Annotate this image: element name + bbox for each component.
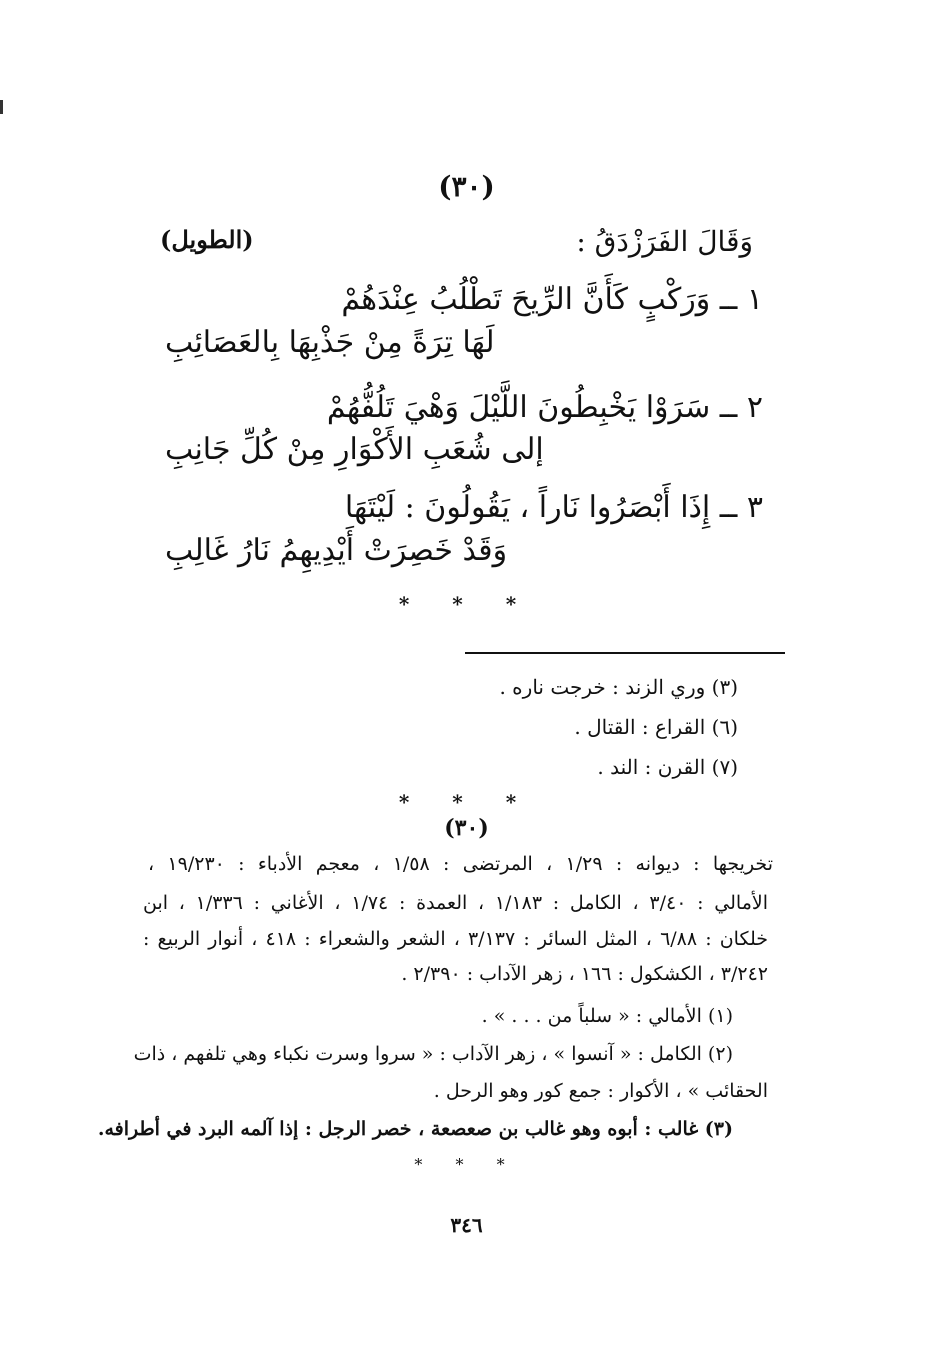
takhrij-line: ٣/٢٤٢ ، الكشكول : ١٦٦ ، زهر الآداب : ٢/٣٩٠ .	[401, 963, 768, 985]
poem-number: (٣٠)	[438, 170, 495, 203]
poem-meter: (الطويل)	[160, 225, 254, 254]
verse-3-second-hemistich: وَقَدْ خَصِرَتْ أَيْدِيهِمُ نَارُ غَالِبِ	[165, 533, 508, 568]
verse-2-first-hemistich: ٢ ــ سَرَوْا يَخْبِطُونَ اللَّيْلَ وَهْيَ تَلُفُّهُمْ	[326, 390, 763, 425]
prev-footnote: (٣) وري الزند : خرجت ناره .	[499, 675, 738, 699]
page-number: ٣٤٦	[450, 1213, 483, 1237]
verse-1-second-hemistich: لَهَا تِرَةً مِنْ جَذْبِهَا بِالعَصَائِبِ	[165, 325, 495, 360]
prev-footnote: (٦) القراع : القتال .	[574, 715, 738, 739]
takhrij-line: تخريجها : ديوانه : ١/٢٩ ، المرتضى : ١/٥٨ ، معجم الأدباء : ١٩/٢٣٠ ،	[148, 853, 773, 875]
notes-separator-stars: * * *	[398, 790, 535, 814]
note-3: (٣) غالب : أبوه وهو غالب بن صعصعة ، خصر الرجل : إذا آلمه البرد في أطرافه.	[97, 1118, 733, 1140]
poem-intro: وَقَالَ الفَرَزْدَقُ :	[576, 225, 753, 258]
note-2: (٢) الكامل : « آنسوا » ، زهر الآداب : « سروا وسرت نكباء وهي تلفهم ، ذات	[133, 1043, 733, 1065]
verse-1-first-hemistich: ١ ــ وَرَكْبٍ كَأَنَّ الرِّيحَ تَطْلُبُ عِنْدَهُمْ	[341, 282, 763, 317]
takhrij-line: الأمالي : ٣/٤٠ ، الكامل : ١/١٨٣ ، العمدة : ١/٧٤ ، الأغاني : ١/٣٣٦ ، ابن	[143, 892, 769, 914]
end-stars: * * *	[414, 1155, 519, 1174]
scan-edge-mark	[0, 100, 3, 114]
verse-3-first-hemistich: ٣ ــ إِذَا أَبْصَرُوا نَاراً ، يَقُولُونَ : لَيْتَهَا	[344, 490, 763, 525]
notes-title: (٣٠)	[444, 815, 489, 841]
note-1: (١) الأمالي : « سلباً من . . . » .	[481, 1005, 733, 1027]
takhrij-line: خلكان : ٦/٨٨ ، المثل السائر : ٣/١٣٧ ، الشعر والشعراء : ٤١٨ ، أنوار الربيع :	[143, 928, 768, 950]
verse-2-second-hemistich: إلى شُعَبِ الأَكْوَارِ مِنْ كُلِّ جَانِبِ	[165, 432, 544, 467]
footnote-rule	[465, 652, 785, 654]
note-2-continued: الحقائب » ، الأكوار : جمع كور وهو الرحل .	[433, 1080, 768, 1102]
prev-footnote: (٧) القرن : الند .	[597, 755, 738, 779]
section-separator-stars: * * *	[398, 592, 535, 616]
